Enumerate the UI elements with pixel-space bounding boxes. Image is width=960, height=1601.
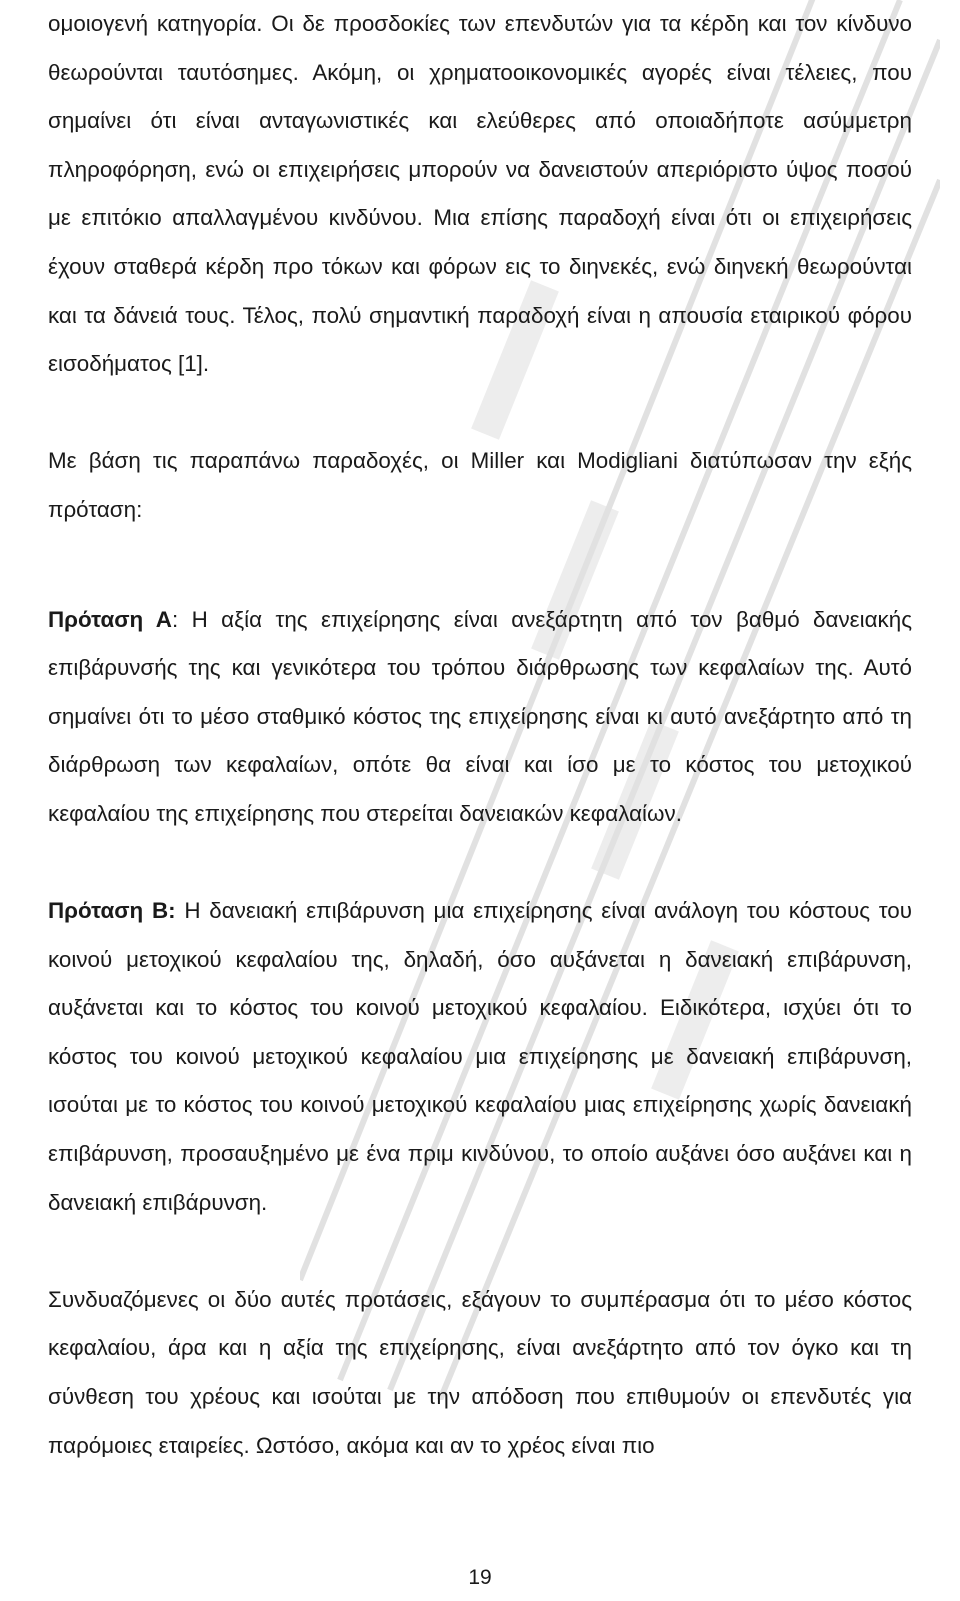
paragraph-proposition-b <box>48 887 912 1227</box>
paragraph-text: ομοιογενή κατηγορία. Οι δε προσδοκίες των επενδυτών για τα κέρδη και τον κίνδυνο θεωρούνται ταυτόσημες. Ακόμη, οι χρηματοοικονομικές αγορές είναι τέλειες, που σημαίνει ότι είναι ανταγωνιστικές και ελεύθερες από οποιαδήποτε ασύμμετρη πληροφόρηση, ενώ οι επιχειρήσεις μπορούν να δανειστούν απεριόριστο ύψος ποσού με επιτόκιο απαλλαγμένου κινδύνου. Μια επίσης παραδοχή είναι ότι οι επιχειρήσεις έχουν σταθερά κέρδη προ τόκων και φόρων εις το διηνεκές, ενώ διηνεκή θεωρούνται και τα δάνειά τους. Τέλος, πολύ σημαντική παραδοχή είναι η απουσία εταιρικού φόρου εισοδήματος [1]. <box>48 11 912 377</box>
page-number: 19 <box>468 1566 492 1589</box>
paragraph-intro-propositions <box>48 437 912 534</box>
paragraph-text: Η δανειακή επιβάρυνση μια επιχείρησης είναι ανάλογη του κόστους του κοινού μετοχικού κεφαλαίου της, δηλαδή, όσο αυξάνεται η δανειακή επιβάρυνση, αυξάνεται και το κόστος του κοινού μετοχικού κεφαλαίου. Ειδικότερα, ισχύει ότι το κόστος του κοινού μετοχικού κεφαλαίου μια επιχείρησης με δανειακή επιβάρυνση, ισούται με το κόστος του κοινού μετοχικού κεφαλαίου μιας επιχείρησης χωρίς δανειακή επιβάρυνση, προσαυξημένο με ένα πριμ κινδύνου, το οποίο αυξάνει όσο αυξάνει και η δανειακή επιβάρυνση. <box>48 898 912 1215</box>
paragraph-text: Συνδυαζόμενες οι δύο αυτές προτάσεις, εξάγουν το συμπέρασμα ότι το μέσο κόστος κεφαλαίου, άρα και η αξία της επιχείρησης, είναι ανεξάρτητο από τον όγκο και τη σύνθεση του χρέους και ισούται με την απόδοση που επιθυμούν οι επενδυτές για παρόμοιες εταιρείες. Ωστόσο, ακόμα και αν το χρέος είναι πιο <box>48 1286 912 1458</box>
paragraph-text: : Η αξία της επιχείρησης είναι ανεξάρτητη από τον βαθμό δανειακής επιβάρυνσής της και γενικότερα του τρόπου διάρθρωσης των κεφαλαίων της. Αυτό σημαίνει ότι το μέσο σταθμικό κόστος της επιχείρησης είναι κι αυτό ανεξάρτητο από τη διάρθρωση των κεφαλαίων, οπότε θα είναι και ίσο με το κόστος του μετοχικού κεφαλαίου της επιχείρησης που στερείται δανειακών κεφαλαίων. <box>48 606 912 826</box>
paragraph-text: Με βάση τις παραπάνω παραδοχές, οι Miller και Modigliani διατύπωσαν την εξής πρόταση: <box>48 448 912 522</box>
proposition-a-label: Πρόταση Α <box>48 606 172 632</box>
paragraph-proposition-a <box>48 596 912 839</box>
proposition-b-label: Πρόταση Β: <box>48 898 176 924</box>
document-body <box>48 0 912 1470</box>
paragraph-conclusion <box>48 1276 912 1470</box>
paragraph-assumptions <box>48 0 912 389</box>
